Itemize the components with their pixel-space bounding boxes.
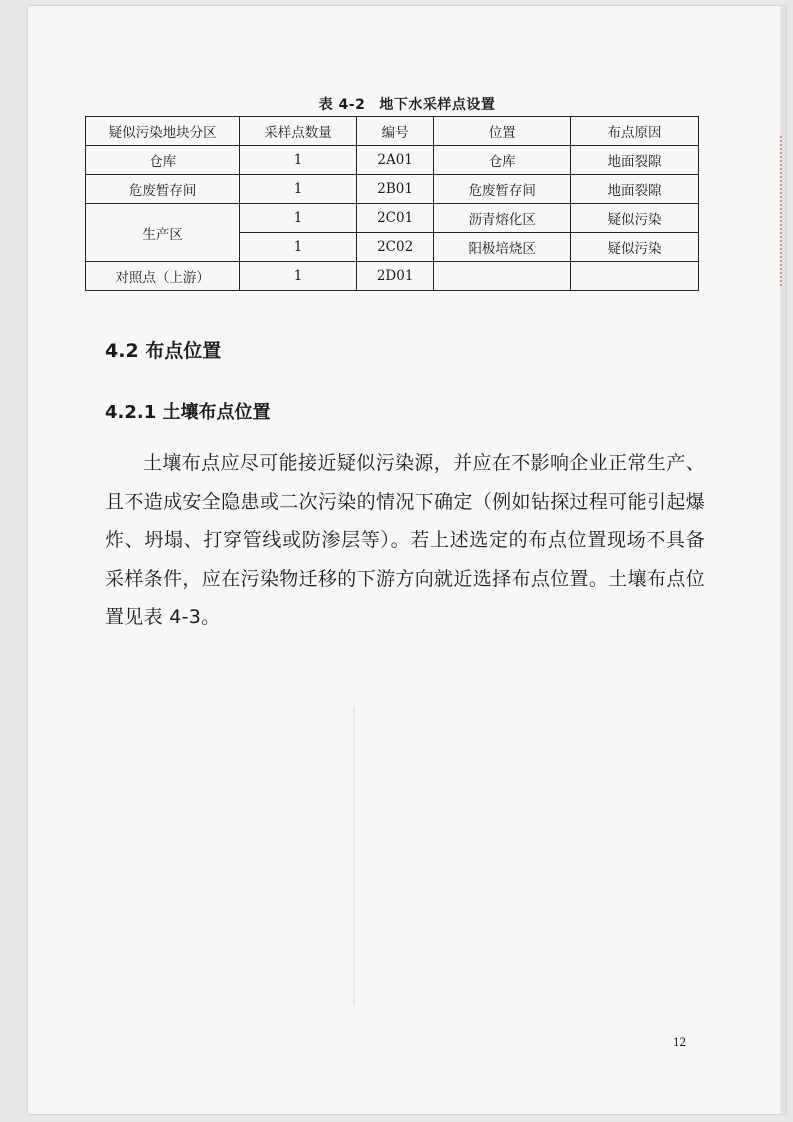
cell-zone: 生产区 bbox=[86, 204, 240, 262]
cell-count: 1 bbox=[240, 146, 357, 175]
table-row bbox=[86, 175, 699, 204]
section-heading: 4.2 布点位置 bbox=[105, 340, 222, 362]
cell-reason: 地面裂隙 bbox=[570, 146, 698, 175]
cell-count: 1 bbox=[240, 262, 357, 291]
subsection-heading: 4.2.1 土壤布点位置 bbox=[105, 402, 271, 423]
cell-location bbox=[434, 262, 570, 291]
cell-location: 危废暂存间 bbox=[434, 175, 570, 204]
cell-count: 1 bbox=[240, 233, 357, 262]
groundwater-sampling-table bbox=[85, 116, 699, 291]
cell-reason: 疑似污染 bbox=[570, 233, 698, 262]
cell-reason: 疑似污染 bbox=[570, 204, 698, 233]
table-row bbox=[86, 204, 699, 233]
table-header-row bbox=[86, 117, 699, 146]
cell-location: 阳极培烧区 bbox=[434, 233, 570, 262]
cell-code: 2B01 bbox=[356, 175, 434, 204]
cell-count: 1 bbox=[240, 204, 357, 233]
table-row bbox=[86, 146, 699, 175]
body-paragraph: 土壤布点应尽可能接近疑似污染源，并应在不影响企业正常生产、且不造成安全隐患或二次污染的情况下确定（例如钻探过程可能引起爆炸、坍塌、打穿管线或防渗层等）。若上述选定的布点位置现场不具备采样条件，应在污染物迁移的下游方向就近选择布点位置。土壤布点位置见表 4-3。 bbox=[105, 452, 705, 628]
header-zone: 疑似污染地块分区 bbox=[86, 117, 240, 146]
cell-code: 2C01 bbox=[356, 204, 434, 233]
cell-location: 仓库 bbox=[434, 146, 570, 175]
cell-zone: 危废暂存间 bbox=[86, 175, 240, 204]
cell-code: 2A01 bbox=[356, 146, 434, 175]
document-page bbox=[28, 6, 786, 1114]
header-location: 位置 bbox=[434, 117, 570, 146]
cell-reason: 地面裂隙 bbox=[570, 175, 698, 204]
binding-marks bbox=[780, 136, 786, 286]
table-caption-title: 地下水采样点设置 bbox=[379, 97, 496, 113]
header-count: 采样点数量 bbox=[240, 117, 357, 146]
table-caption-number: 表 4-2 bbox=[318, 97, 366, 113]
page-number: 12 bbox=[673, 1034, 686, 1049]
cell-zone: 对照点（上游） bbox=[86, 262, 240, 291]
cell-reason bbox=[570, 262, 698, 291]
header-reason: 布点原因 bbox=[570, 117, 698, 146]
cell-zone: 仓库 bbox=[86, 146, 240, 175]
cell-code: 2C02 bbox=[356, 233, 434, 262]
cell-count: 1 bbox=[240, 175, 357, 204]
cell-code: 2D01 bbox=[356, 262, 434, 291]
cell-location: 沥青熔化区 bbox=[434, 204, 570, 233]
header-code: 编号 bbox=[356, 117, 434, 146]
table-caption bbox=[28, 94, 786, 114]
table-row bbox=[86, 262, 699, 291]
scan-shadow bbox=[353, 706, 355, 1006]
